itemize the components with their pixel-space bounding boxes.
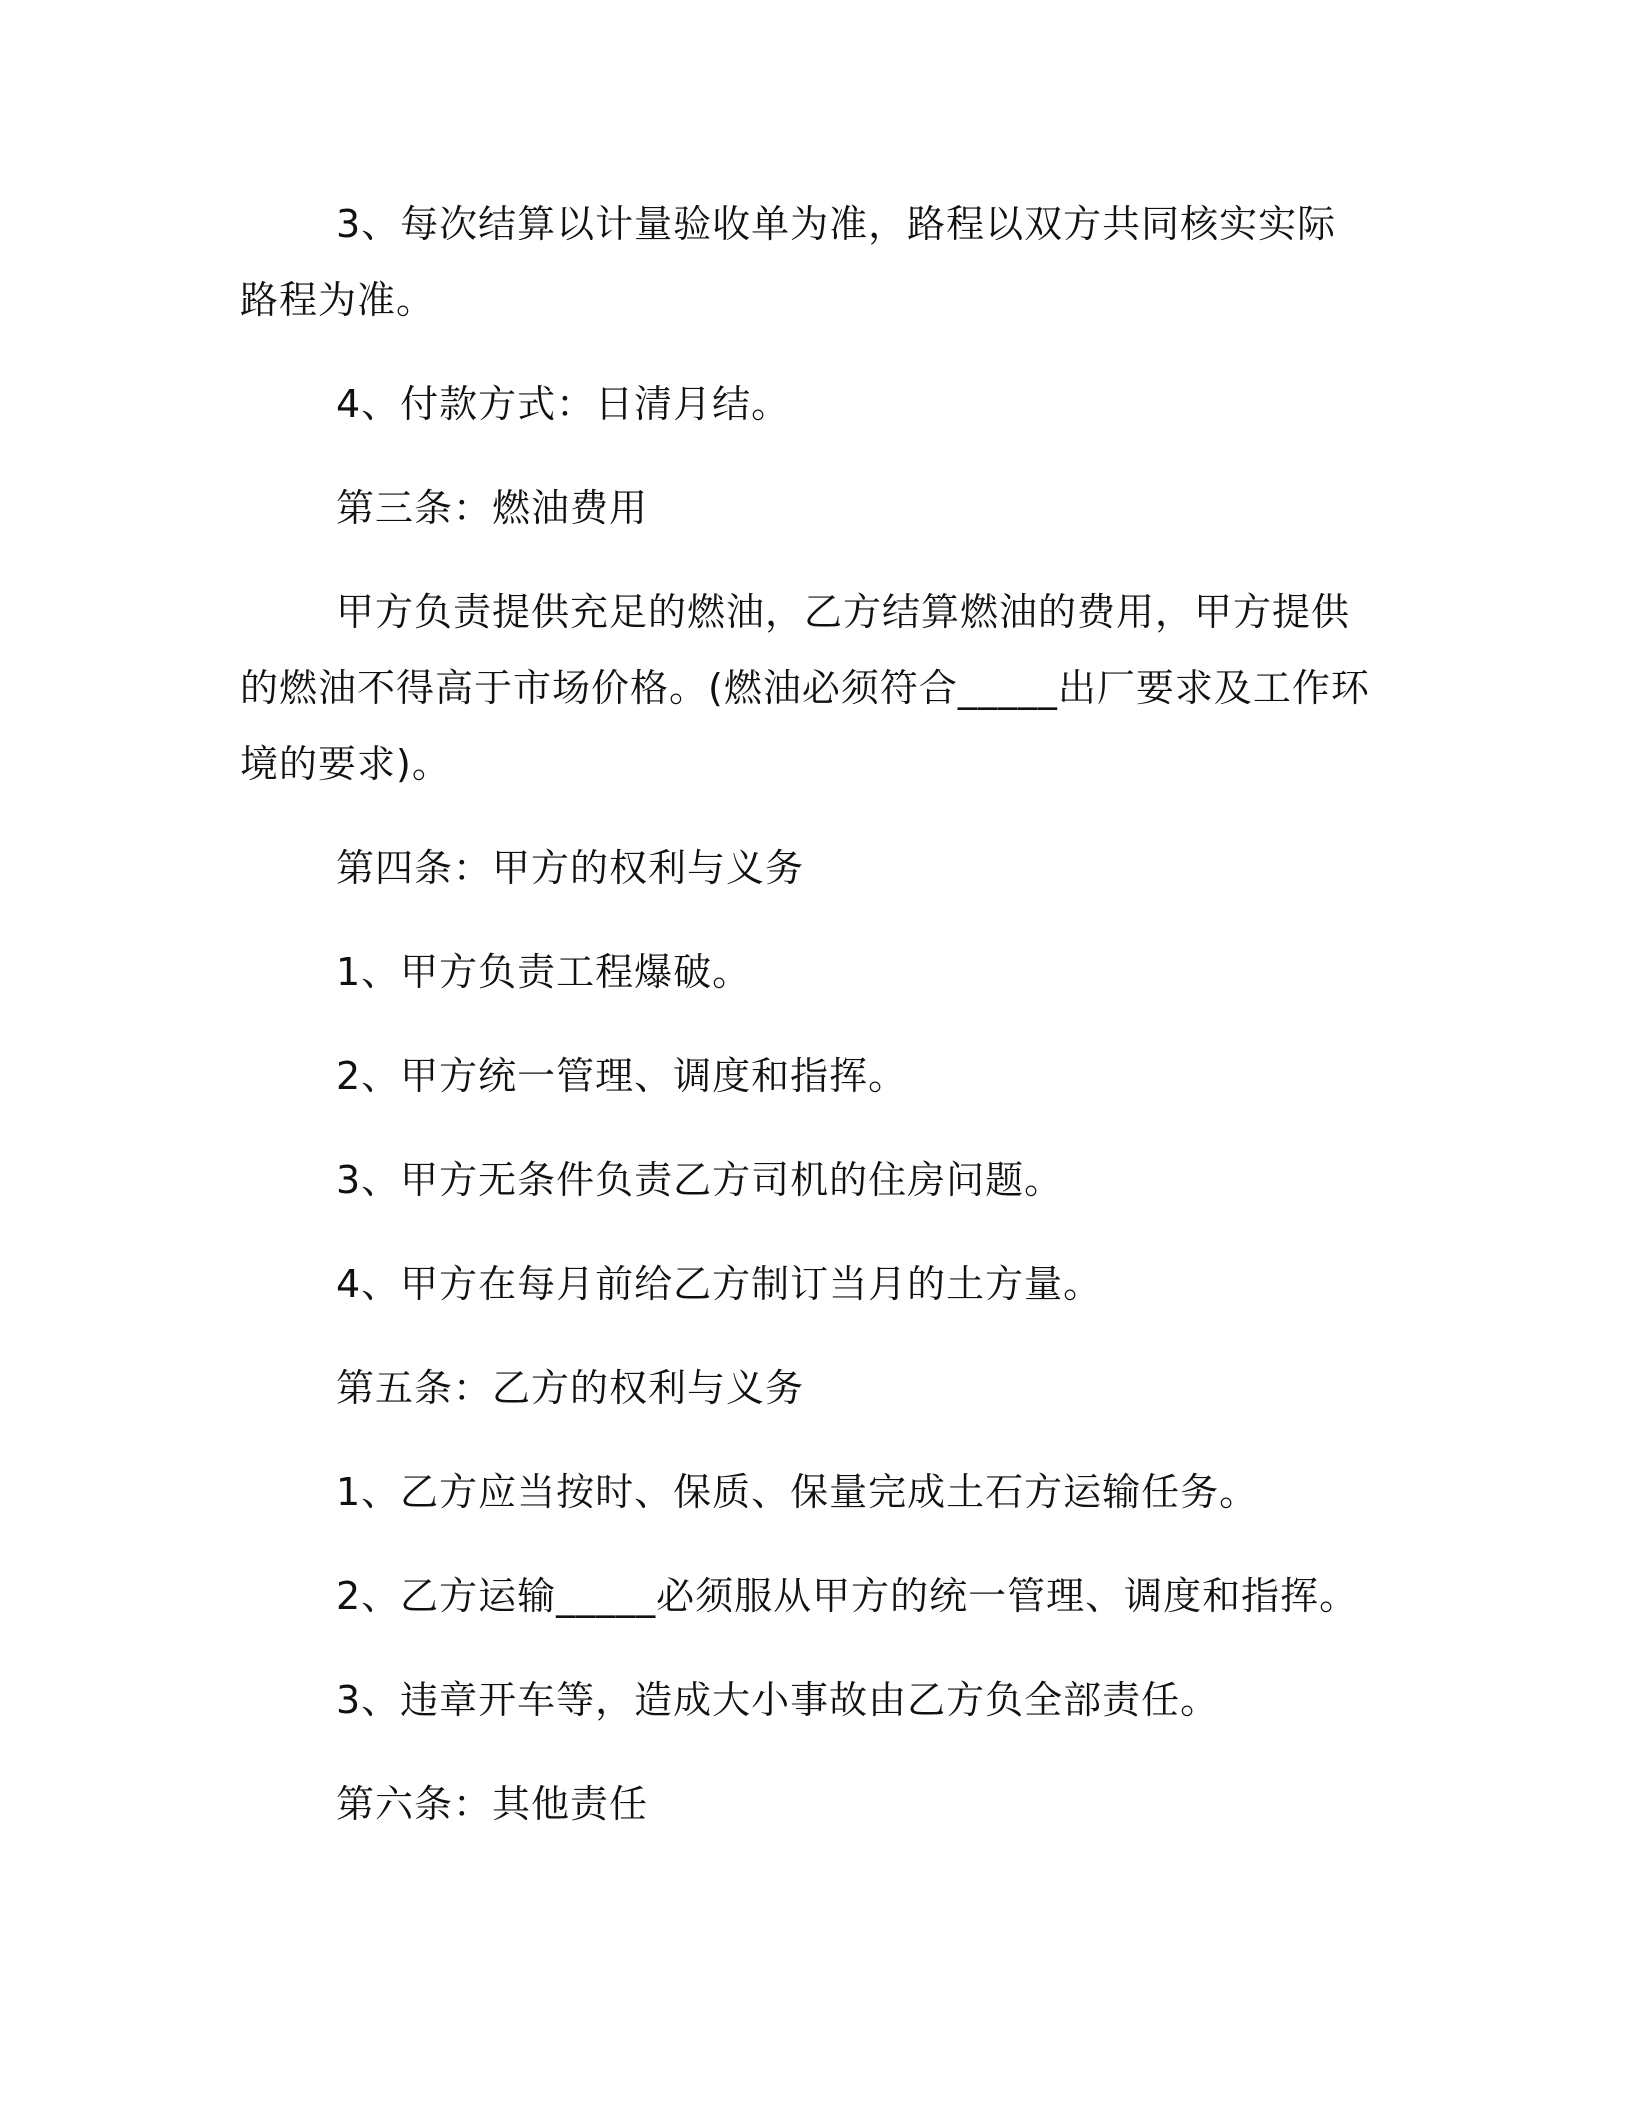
paragraph-spacer	[240, 1114, 1370, 1142]
paragraph-spacer	[240, 906, 1370, 934]
paragraph-fuel-terms: 甲方负责提供充足的燃油，乙方结算燃油的费用，甲方提供的燃油不得高于市场价格。(燃油必须符合_____出厂要求及工作环境的要求)。	[240, 590, 1370, 786]
paragraph-spacer	[240, 1010, 1370, 1038]
party-a-duty-3: 3、甲方无条件负责乙方司机的住房问题。	[336, 1158, 1064, 1202]
paragraph-spacer	[240, 1218, 1370, 1246]
party-a-duty-4: 4、甲方在每月前给乙方制订当月的土方量。	[336, 1262, 1103, 1306]
party-b-duty-2: 2、乙方运输_____必须服从甲方的统一管理、调度和指挥。	[336, 1574, 1359, 1618]
paragraph-spacer	[240, 442, 1370, 470]
document-body	[240, 186, 1370, 1842]
paragraph-payment-method: 4、付款方式：日清月结。	[336, 382, 791, 426]
paragraph-spacer	[240, 802, 1370, 830]
paragraph-settlement-basis: 3、每次结算以计量验收单为准，路程以双方共同核实实际路程为准。	[240, 202, 1337, 322]
article-5-heading: 第五条：乙方的权利与义务	[336, 1366, 805, 1410]
paragraph-spacer	[240, 546, 1370, 574]
paragraph-spacer	[240, 1426, 1370, 1454]
paragraph-spacer	[240, 1738, 1370, 1766]
party-a-duty-2: 2、甲方统一管理、调度和指挥。	[336, 1054, 908, 1098]
paragraph-spacer	[240, 338, 1370, 366]
party-a-duty-1: 1、甲方负责工程爆破。	[336, 950, 752, 994]
party-b-duty-3: 3、违章开车等，造成大小事故由乙方负全部责任。	[336, 1678, 1220, 1722]
article-4-heading: 第四条：甲方的权利与义务	[336, 846, 805, 890]
article-3-heading: 第三条：燃油费用	[336, 486, 649, 530]
paragraph-spacer	[240, 1322, 1370, 1350]
paragraph-spacer	[240, 1634, 1370, 1662]
party-b-duty-1: 1、乙方应当按时、保质、保量完成土石方运输任务。	[336, 1470, 1259, 1514]
article-6-heading: 第六条：其他责任	[336, 1782, 649, 1826]
paragraph-spacer	[240, 1530, 1370, 1558]
